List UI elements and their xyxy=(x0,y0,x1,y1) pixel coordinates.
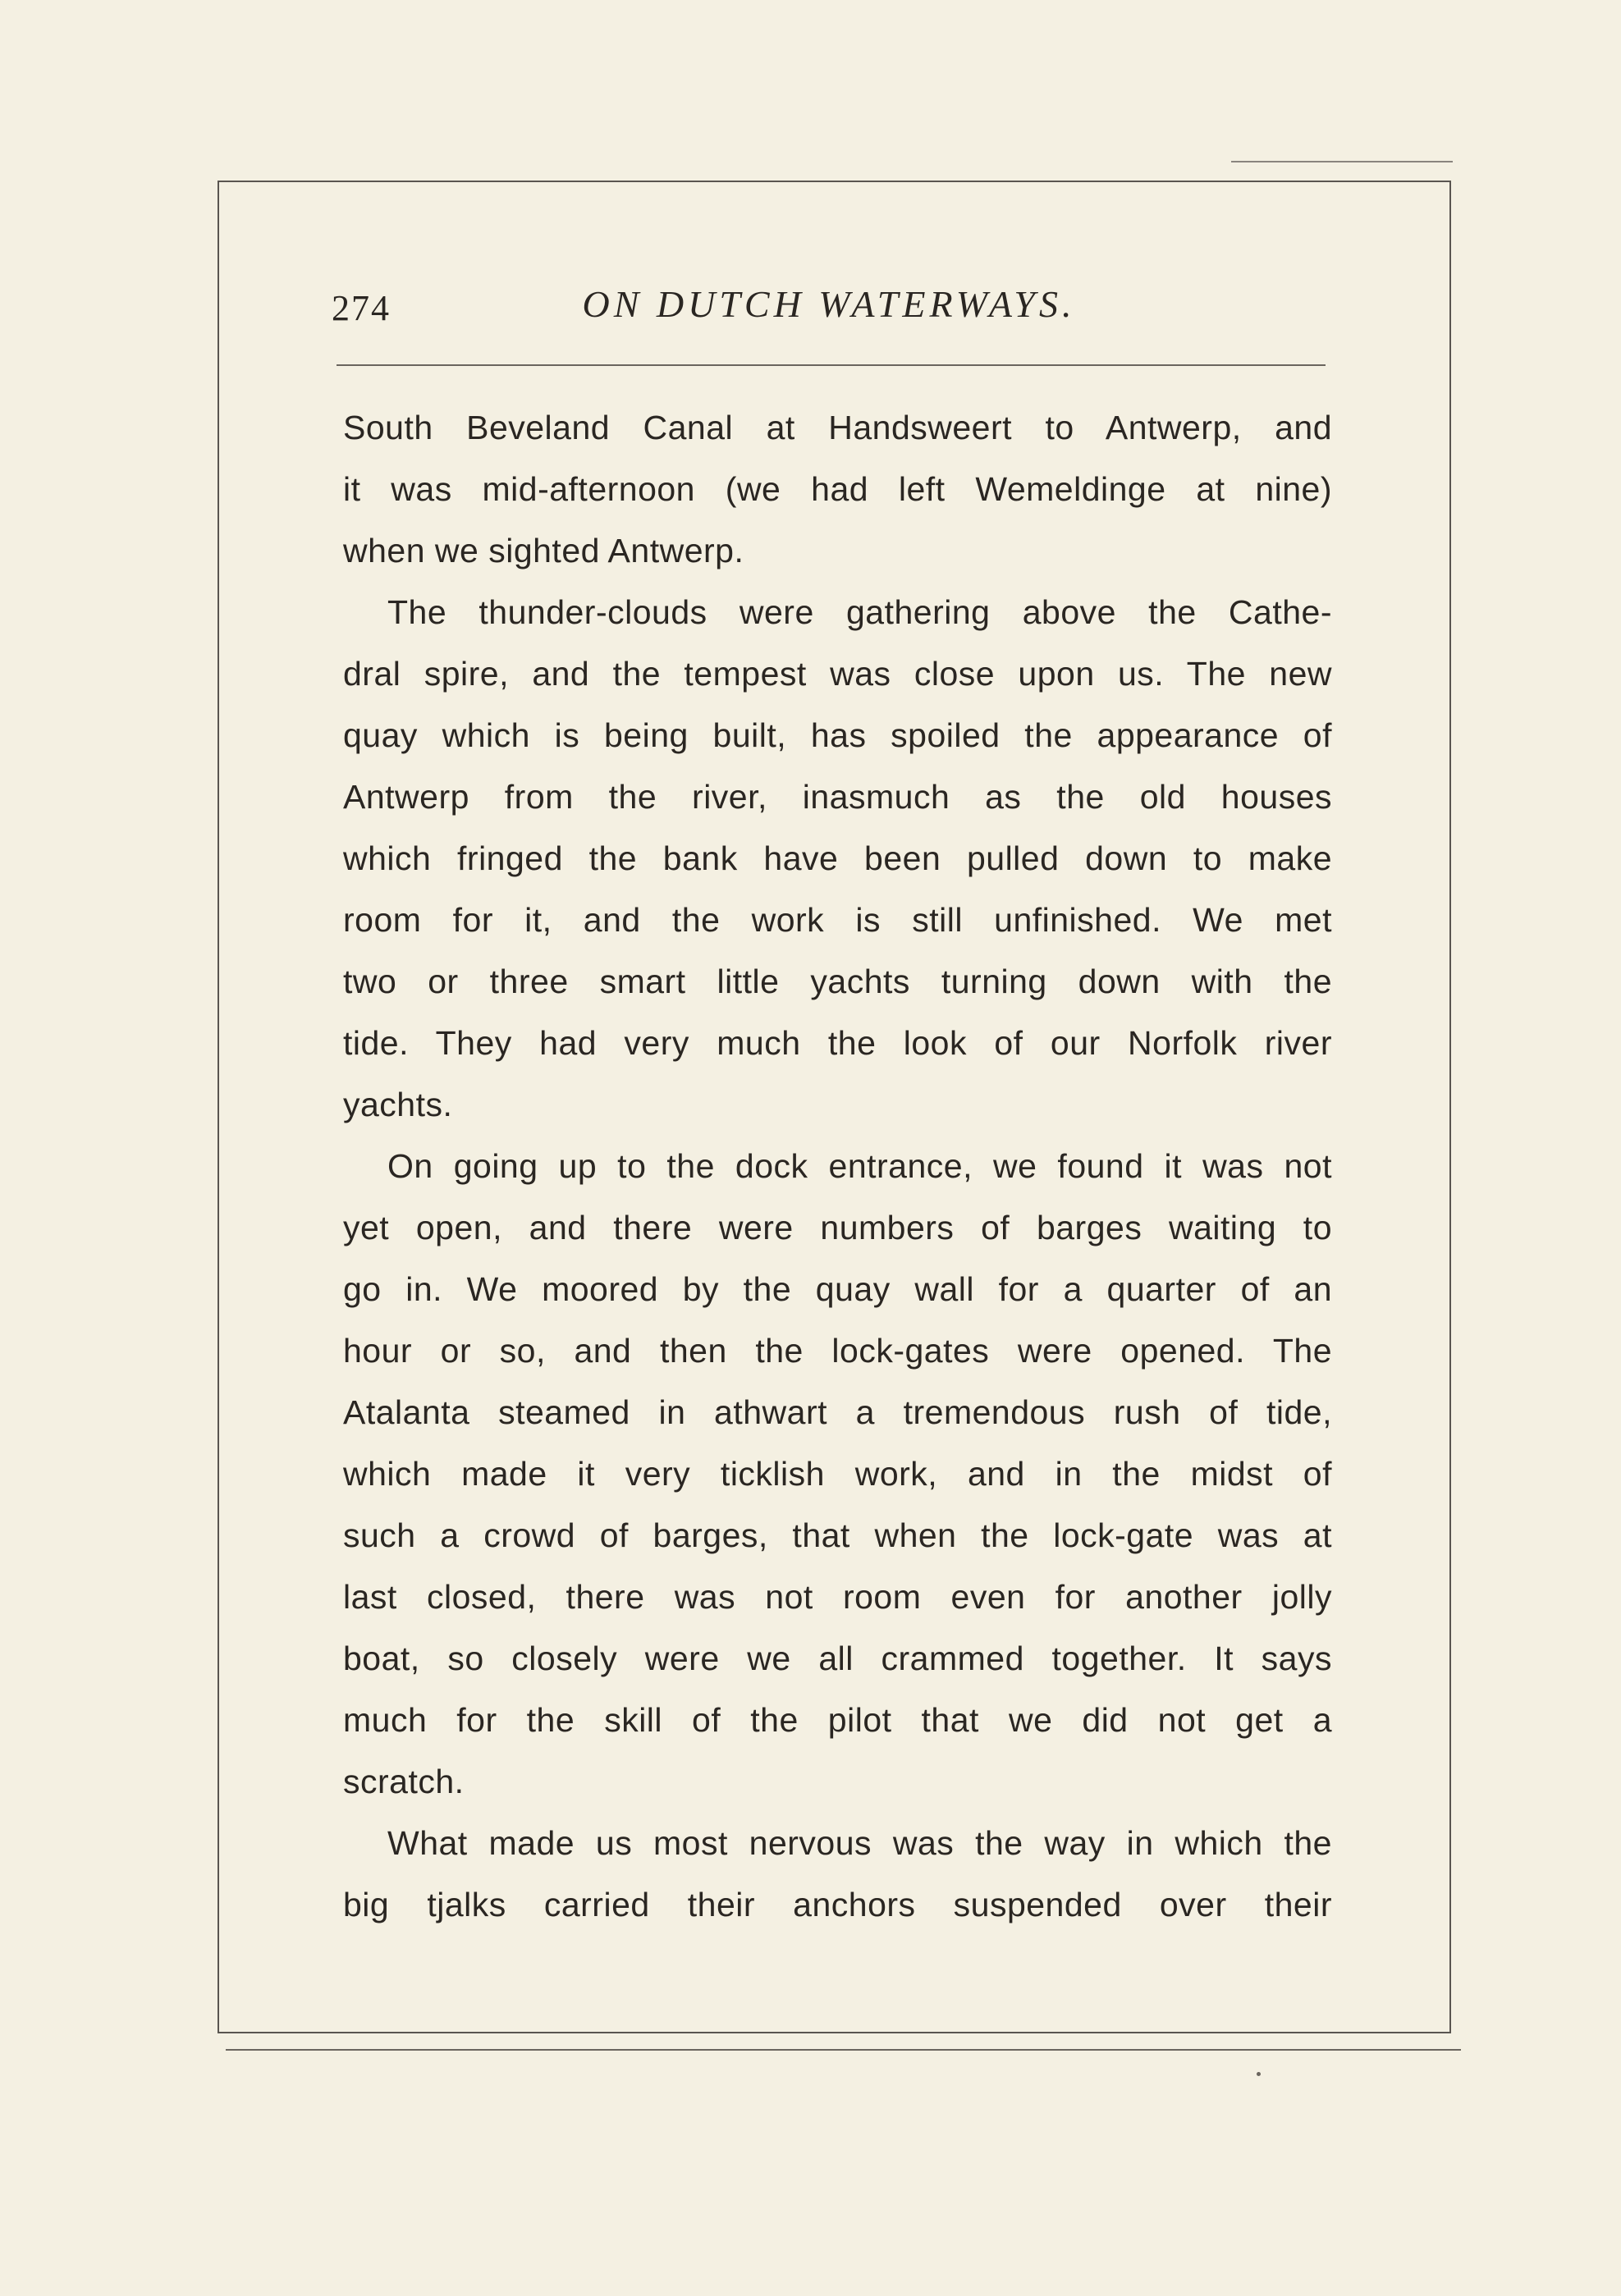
text-line: two or three smart little yachts turning down with the xyxy=(343,963,1332,1000)
frame-bottom-extension-rule xyxy=(226,2049,1461,2051)
text-line: Atalanta steamed in athwart a tremendous rush of tide, xyxy=(343,1393,1332,1431)
page-number: 274 xyxy=(332,288,391,328)
text-line: big tjalks carried their anchors suspended over their xyxy=(343,1886,1332,1923)
text-line: yet open, and there were numbers of barges waiting to xyxy=(343,1209,1332,1246)
text-line: when we sighted Antwerp. xyxy=(343,532,744,569)
text-line: quay which is being built, has spoiled the appearance of xyxy=(343,716,1332,754)
text-line: scratch. xyxy=(343,1763,465,1800)
text-line: dral spire, and the tempest was close upon us. The new xyxy=(343,655,1332,693)
text-line: What made us most nervous was the way in which the xyxy=(387,1824,1332,1862)
header-rule xyxy=(337,364,1326,366)
ink-dot xyxy=(1257,2072,1261,2076)
text-line: go in. We moored by the quay wall for a quarter of an xyxy=(343,1270,1332,1308)
text-line: boat, so closely were we all crammed together. It says xyxy=(343,1640,1332,1677)
text-line: such a crowd of barges, that when the lock-gate was at xyxy=(343,1516,1332,1554)
text-line: much for the skill of the pilot that we did not get a xyxy=(343,1701,1332,1739)
text-line: hour or so, and then the lock-gates were opened. The xyxy=(343,1332,1332,1370)
text-line: it was mid-afternoon (we had left Wemeldinge at nine) xyxy=(343,470,1332,508)
page-header xyxy=(328,274,1330,340)
body-text xyxy=(343,397,1332,1936)
text-line: which made it very ticklish work, and in the midst of xyxy=(343,1455,1332,1493)
text-line: On going up to the dock entrance, we found it was not xyxy=(387,1147,1332,1185)
running-title: ON DUTCH WATERWAYS. xyxy=(582,283,1076,325)
text-line: yachts. xyxy=(343,1086,453,1123)
text-line: The thunder-clouds were gathering above the Cathe- xyxy=(387,593,1332,631)
text-line: tide. They had very much the look of our Norfolk river xyxy=(343,1024,1332,1062)
text-line: South Beveland Canal at Handsweert to Antwerp, and xyxy=(343,409,1332,446)
text-line: which fringed the bank have been pulled down to make xyxy=(343,839,1332,877)
text-line: room for it, and the work is still unfinished. We met xyxy=(343,901,1332,939)
text-line: Antwerp from the river, inasmuch as the old houses xyxy=(343,778,1332,816)
text-line: last closed, there was not room even for another jolly xyxy=(343,1578,1332,1616)
frame-top-extension-rule xyxy=(1231,161,1453,162)
